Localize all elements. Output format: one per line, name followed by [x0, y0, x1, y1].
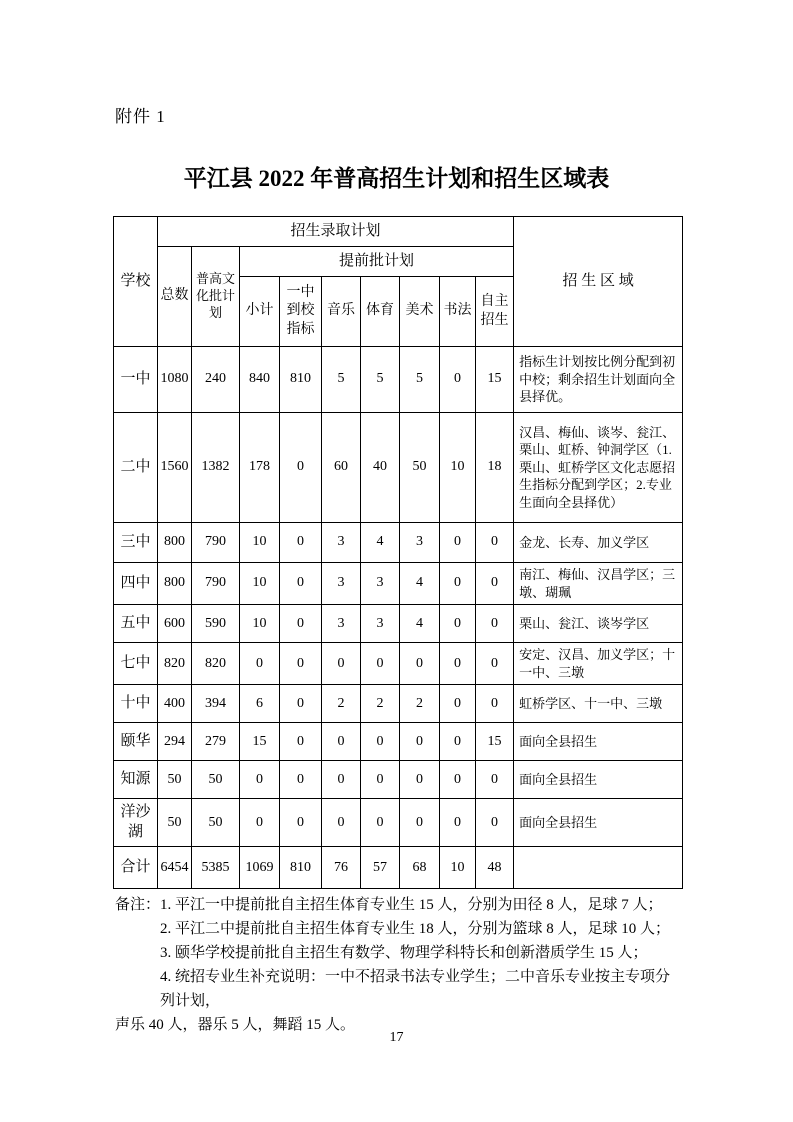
- table-row: [114, 685, 683, 723]
- total-cell: 820: [158, 643, 192, 685]
- calligraphy-cell: 0: [440, 643, 476, 685]
- music-cell: 60: [322, 413, 361, 523]
- header-early-batch-group: 提前批计划: [240, 247, 514, 277]
- independent-cell: 0: [476, 799, 514, 847]
- pe-cell: 4: [361, 523, 400, 563]
- header-yizhong-school-quota: 一中到校指标: [280, 277, 322, 347]
- table-row: [114, 347, 683, 413]
- header-music: 音乐: [322, 277, 361, 347]
- note-line: 备注：1. 平江一中提前批自主招生体育专业生 15 人，分别为田径 8 人，足球 7 人；: [115, 897, 663, 913]
- region-cell: 金龙、长寿、加义学区: [514, 523, 683, 563]
- independent-cell: 15: [476, 723, 514, 761]
- art-cell: 0: [400, 799, 440, 847]
- music-cell: 76: [322, 847, 361, 889]
- subtotal-cell: 178: [240, 413, 280, 523]
- total-cell: 800: [158, 563, 192, 605]
- header-region: 招 生 区 域: [514, 217, 683, 347]
- table-row: [114, 413, 683, 523]
- music-cell: 0: [322, 723, 361, 761]
- pe-cell: 0: [361, 643, 400, 685]
- calligraphy-cell: 0: [440, 605, 476, 643]
- quota-cell: 0: [280, 523, 322, 563]
- art-cell: 4: [400, 605, 440, 643]
- school-name-cell: 知源: [114, 761, 158, 799]
- pe-cell: 0: [361, 761, 400, 799]
- header-independent: 自主招生: [476, 277, 514, 347]
- note-line: 2. 平江二中提前批自主招生体育专业生 18 人，分别为篮球 8 人，足球 10 人；: [160, 921, 671, 937]
- quota-cell: 0: [280, 605, 322, 643]
- total-cell: 400: [158, 685, 192, 723]
- regular-batch-cell: 279: [192, 723, 240, 761]
- pe-cell: 57: [361, 847, 400, 889]
- school-name-cell: 一中: [114, 347, 158, 413]
- quota-cell: 0: [280, 413, 322, 523]
- table-row: [114, 563, 683, 605]
- table-row: [114, 761, 683, 799]
- school-name-cell: 合计: [114, 847, 158, 889]
- total-cell: 800: [158, 523, 192, 563]
- subtotal-cell: 15: [240, 723, 280, 761]
- independent-cell: 0: [476, 643, 514, 685]
- calligraphy-cell: 10: [440, 847, 476, 889]
- regular-batch-cell: 50: [192, 761, 240, 799]
- region-cell: 指标生计划按比例分配到初中校；剩余招生计划面向全县择优。: [514, 347, 683, 413]
- total-cell: 600: [158, 605, 192, 643]
- note-line: 3. 颐华学校提前批自主招生有数学、物理学科特长和创新潜质学生 15 人；: [160, 945, 648, 961]
- table-row: [114, 799, 683, 847]
- subtotal-cell: 0: [240, 799, 280, 847]
- total-cell: 50: [158, 799, 192, 847]
- quota-cell: 0: [280, 685, 322, 723]
- quota-cell: 0: [280, 799, 322, 847]
- music-cell: 0: [322, 799, 361, 847]
- art-cell: 0: [400, 643, 440, 685]
- music-cell: 5: [322, 347, 361, 413]
- music-cell: 3: [322, 563, 361, 605]
- header-subtotal: 小计: [240, 277, 280, 347]
- music-cell: 0: [322, 761, 361, 799]
- subtotal-cell: 10: [240, 563, 280, 605]
- header-art: 美术: [400, 277, 440, 347]
- regular-batch-cell: 240: [192, 347, 240, 413]
- school-name-cell: 五中: [114, 605, 158, 643]
- regular-batch-cell: 1382: [192, 413, 240, 523]
- pe-cell: 0: [361, 723, 400, 761]
- enrollment-plan-table: [113, 216, 683, 889]
- subtotal-cell: 0: [240, 761, 280, 799]
- regular-batch-cell: 790: [192, 523, 240, 563]
- calligraphy-cell: 0: [440, 523, 476, 563]
- art-cell: 5: [400, 347, 440, 413]
- art-cell: 50: [400, 413, 440, 523]
- table-row: [114, 523, 683, 563]
- independent-cell: 15: [476, 347, 514, 413]
- independent-cell: 0: [476, 605, 514, 643]
- school-name-cell: 颐华: [114, 723, 158, 761]
- regular-batch-cell: 590: [192, 605, 240, 643]
- independent-cell: 18: [476, 413, 514, 523]
- total-cell: 1080: [158, 347, 192, 413]
- note-line: 声乐 40 人，器乐 5 人，舞蹈 15 人。: [115, 1017, 356, 1033]
- total-cell: 50: [158, 761, 192, 799]
- art-cell: 2: [400, 685, 440, 723]
- calligraphy-cell: 0: [440, 723, 476, 761]
- school-name-cell: 四中: [114, 563, 158, 605]
- art-cell: 4: [400, 563, 440, 605]
- header-row-1: [114, 217, 683, 247]
- school-name-cell: 七中: [114, 643, 158, 685]
- calligraphy-cell: 0: [440, 347, 476, 413]
- quota-cell: 0: [280, 761, 322, 799]
- music-cell: 0: [322, 643, 361, 685]
- subtotal-cell: 1069: [240, 847, 280, 889]
- independent-cell: 0: [476, 685, 514, 723]
- header-regular-culture-batch: 普高文化批计划: [192, 247, 240, 347]
- page-title: 平江县 2022 年普高招生计划和招生区域表: [183, 166, 610, 191]
- art-cell: 0: [400, 761, 440, 799]
- calligraphy-cell: 0: [440, 685, 476, 723]
- region-cell: 南江、梅仙、汉昌学区；三墩、瑚珮: [514, 563, 683, 605]
- region-cell: 面向全县招生: [514, 761, 683, 799]
- attachment-label: 附件 1: [115, 107, 166, 126]
- regular-batch-cell: 50: [192, 799, 240, 847]
- independent-cell: 0: [476, 563, 514, 605]
- quota-cell: 0: [280, 563, 322, 605]
- table-row: [114, 643, 683, 685]
- header-total: 总数: [158, 247, 192, 347]
- regular-batch-cell: 820: [192, 643, 240, 685]
- total-cell: 6454: [158, 847, 192, 889]
- pe-cell: 0: [361, 799, 400, 847]
- quota-cell: 810: [280, 347, 322, 413]
- pe-cell: 3: [361, 605, 400, 643]
- regular-batch-cell: 790: [192, 563, 240, 605]
- header-calligraphy: 书法: [440, 277, 476, 347]
- note-line: 4. 统招专业生补充说明：一中不招录书法专业学生；二中音乐专业按主专项分列计划，: [160, 969, 671, 1009]
- pe-cell: 2: [361, 685, 400, 723]
- calligraphy-cell: 10: [440, 413, 476, 523]
- music-cell: 2: [322, 685, 361, 723]
- regular-batch-cell: 394: [192, 685, 240, 723]
- total-cell: 294: [158, 723, 192, 761]
- calligraphy-cell: 0: [440, 563, 476, 605]
- header-plan-group: 招生录取计划: [158, 217, 514, 247]
- calligraphy-cell: 0: [440, 761, 476, 799]
- subtotal-cell: 0: [240, 643, 280, 685]
- region-cell: [514, 847, 683, 889]
- pe-cell: 40: [361, 413, 400, 523]
- quota-cell: 0: [280, 723, 322, 761]
- header-school: 学校: [114, 217, 158, 347]
- region-cell: 面向全县招生: [514, 799, 683, 847]
- art-cell: 3: [400, 523, 440, 563]
- table-row: [114, 605, 683, 643]
- notes-section: [115, 893, 681, 1037]
- music-cell: 3: [322, 605, 361, 643]
- subtotal-cell: 10: [240, 605, 280, 643]
- school-name-cell: 洋沙湖: [114, 799, 158, 847]
- pe-cell: 3: [361, 563, 400, 605]
- page-number: 17: [389, 1030, 404, 1045]
- school-name-cell: 二中: [114, 413, 158, 523]
- music-cell: 3: [322, 523, 361, 563]
- subtotal-cell: 6: [240, 685, 280, 723]
- header-pe: 体育: [361, 277, 400, 347]
- region-cell: 面向全县招生: [514, 723, 683, 761]
- table-row-total: [114, 847, 683, 889]
- region-cell: 安定、汉昌、加义学区；十一中、三墩: [514, 643, 683, 685]
- independent-cell: 48: [476, 847, 514, 889]
- art-cell: 0: [400, 723, 440, 761]
- calligraphy-cell: 0: [440, 799, 476, 847]
- region-cell: 栗山、瓮江、谈岑学区: [514, 605, 683, 643]
- table-row: [114, 723, 683, 761]
- region-cell: 汉昌、梅仙、谈岑、瓮江、栗山、虹桥、钟洞学区（1.栗山、虹桥学区文化志愿招生指标分配到学区；2.专业生面向全县择优）: [514, 413, 683, 523]
- region-cell: 虹桥学区、十一中、三墩: [514, 685, 683, 723]
- school-name-cell: 三中: [114, 523, 158, 563]
- subtotal-cell: 10: [240, 523, 280, 563]
- art-cell: 68: [400, 847, 440, 889]
- quota-cell: 0: [280, 643, 322, 685]
- total-cell: 1560: [158, 413, 192, 523]
- subtotal-cell: 840: [240, 347, 280, 413]
- independent-cell: 0: [476, 523, 514, 563]
- quota-cell: 810: [280, 847, 322, 889]
- independent-cell: 0: [476, 761, 514, 799]
- school-name-cell: 十中: [114, 685, 158, 723]
- pe-cell: 5: [361, 347, 400, 413]
- regular-batch-cell: 5385: [192, 847, 240, 889]
